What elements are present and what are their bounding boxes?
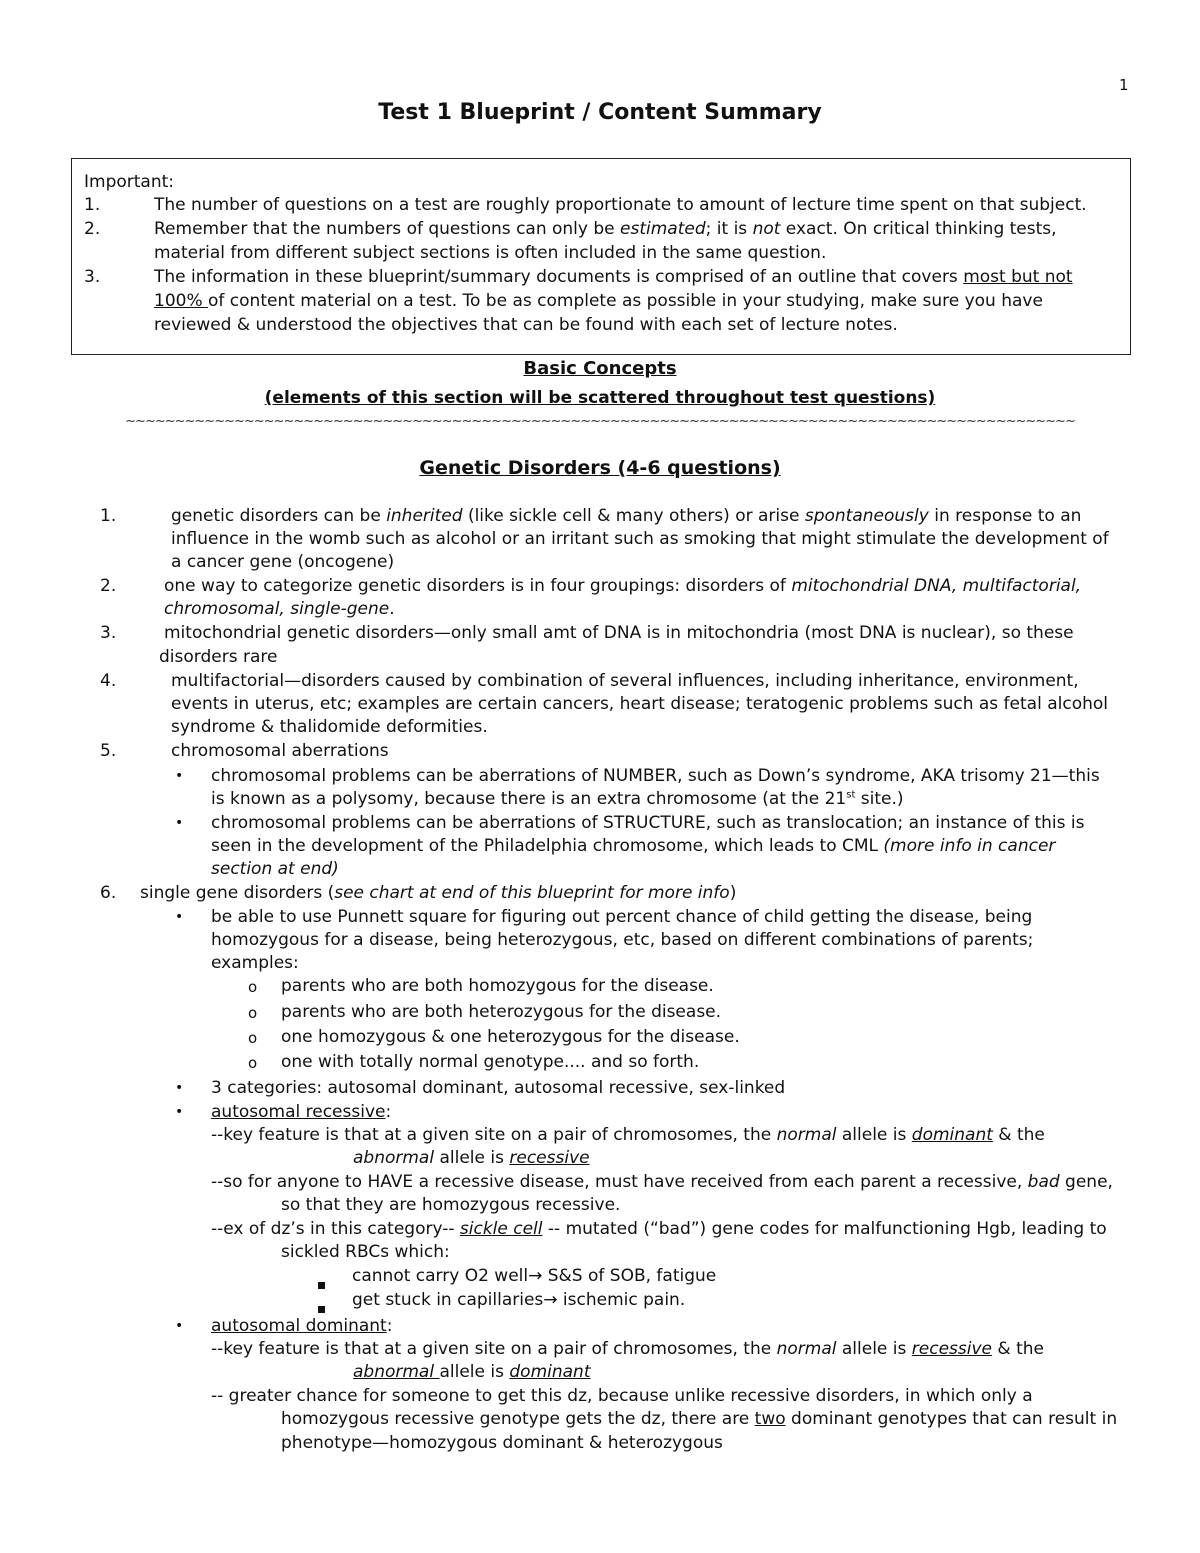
genetic-item-4-line2: events in uterus, etc; examples are certain cancers, heart disease; teratogenic problems such as fetal alcohol [171, 694, 1108, 714]
genetic-item-1-line2: influence in the womb such as alcohol or an irritant such as smoking that might stimulate the development of [171, 529, 1109, 549]
important-item-3-line2: 100% of content material on a test. To be as complete as possible in your studying, make sure you have [154, 291, 1043, 311]
circle-bullet-icon: o [248, 978, 258, 996]
important-item-2-line1: Remember that the numbers of questions can only be estimated; it is not exact. On critical thinking tests, [154, 219, 1057, 239]
punnett-line1: be able to use Punnett square for figuring out percent chance of child getting the disease, being [211, 907, 1033, 927]
bullet-icon: • [175, 768, 184, 784]
important-item-3-line1: The information in these blueprint/summary documents is comprised of an outline that covers most but not [154, 267, 1073, 287]
punnett-line3: examples: [211, 953, 299, 973]
genetic-num-1: 1. [100, 506, 117, 526]
important-item-3-line3: reviewed & understood the objectives that can be found with each set of lecture notes. [154, 315, 898, 335]
genetic-item-5-bullet2-line3: section at end) [211, 859, 339, 879]
circle-bullet-icon: o [248, 1054, 258, 1072]
important-num-2: 2. [84, 219, 101, 239]
sickle-effect-1: cannot carry O2 well→ S&S of SOB, fatigue [352, 1266, 717, 1286]
recessive-key-line1: --key feature is that at a given site on a pair of chromosomes, the normal allele is dominant & the [211, 1125, 1045, 1145]
genetic-item-3-line2: disorders rare [159, 647, 278, 667]
genetic-num-2: 2. [100, 576, 117, 596]
genetic-item-5-bullet1-line2: is known as a polysomy, because there is an extra chromosome (at the 21st site.) [211, 789, 904, 809]
dominant-greater-line1: -- greater chance for someone to get this dz, because unlike recessive disorders, in which only a [211, 1386, 1033, 1406]
genetic-item-3-line1: mitochondrial genetic disorders—only small amt of DNA is in mitochondria (most DNA is nuclear), so these [164, 623, 1074, 643]
dominant-greater-line3: phenotype—homozygous dominant & heterozygous [281, 1433, 723, 1453]
important-label: Important: [84, 172, 175, 192]
important-num-3: 3. [84, 267, 101, 287]
punnett-example-1: parents who are both homozygous for the disease. [281, 976, 714, 996]
bullet-icon: • [175, 815, 184, 831]
genetic-num-4: 4. [100, 671, 117, 691]
genetic-item-4-line1: multifactorial—disorders caused by combination of several influences, including inheritance, environment, [171, 671, 1079, 691]
recessive-ex-line1: --ex of dz’s in this category-- sickle cell -- mutated (“bad”) gene codes for malfunctioning Hgb, leading to [211, 1219, 1107, 1239]
genetic-num-3: 3. [100, 623, 117, 643]
tilde-divider: ~~~~~~~~~~~~~~~~~~~~~~~~~~~~~~~~~~~~~~~~~~~~~~~~~~~~~~~~~~~~~~~~~~~~~~~~~~~~~~~~~~~~~~~~~~~~~~~~ [125, 414, 1075, 429]
recessive-so-line1: --so for anyone to HAVE a recessive disease, must have received from each parent a recessive, bad gene, [211, 1172, 1113, 1192]
autosomal-dominant-label: autosomal dominant: [211, 1316, 393, 1336]
square-bullet-icon [318, 1298, 325, 1318]
genetic-item-5-bullet1-line1: chromosomal problems can be aberrations of NUMBER, such as Down’s syndrome, AKA trisomy 21—this [211, 766, 1100, 786]
genetic-num-6: 6. [100, 883, 117, 903]
recessive-ex-line2: sickled RBCs which: [281, 1242, 450, 1262]
bullet-icon: • [175, 1080, 184, 1096]
important-num-1: 1. [84, 195, 101, 215]
punnett-line2: homozygous for a disease, being heterozygous, etc, based on different combinations of parents; [211, 930, 1034, 950]
dominant-greater-line2: homozygous recessive genotype gets the dz, there are two dominant genotypes that can result in [281, 1409, 1118, 1429]
dominant-key-line1: --key feature is that at a given site on a pair of chromosomes, the normal allele is recessive & the [211, 1339, 1044, 1359]
genetic-item-5-line1: chromosomal aberrations [171, 741, 389, 761]
bullet-icon: • [175, 909, 184, 925]
dominant-key-line2: abnormal allele is dominant [353, 1362, 591, 1382]
basic-concepts-subheading: (elements of this section will be scattered throughout test questions) [264, 388, 936, 408]
categories-line: 3 categories: autosomal dominant, autosomal recessive, sex-linked [211, 1078, 786, 1098]
genetic-item-5-bullet2-line2: seen in the development of the Philadelphia chromosome, which leads to CML (more info in cancer [211, 836, 1056, 856]
circle-bullet-icon: o [248, 1004, 258, 1022]
bullet-icon: • [175, 1318, 184, 1334]
square-bullet-icon [318, 1274, 325, 1294]
genetic-item-1-line3: a cancer gene (oncogene) [171, 552, 395, 572]
genetic-item-2-line1: one way to categorize genetic disorders is in four groupings: disorders of mitochondrial DNA, multifactorial, [164, 576, 1082, 596]
genetic-item-1-line1: genetic disorders can be inherited (like sickle cell & many others) or arise spontaneously in response to an [171, 506, 1082, 526]
important-item-2-line2: material from different subject sections is often included in the same question. [154, 243, 827, 263]
autosomal-recessive-label: autosomal recessive: [211, 1102, 392, 1122]
genetic-item-4-line3: syndrome & thalidomide deformities. [171, 717, 488, 737]
important-item-1: The number of questions on a test are roughly proportionate to amount of lecture time spent on that subject. [154, 195, 1087, 215]
genetic-item-6-line1: single gene disorders (see chart at end of this blueprint for more info) [140, 883, 737, 903]
genetic-item-5-bullet2-line1: chromosomal problems can be aberrations of STRUCTURE, such as translocation; an instance of this is [211, 813, 1085, 833]
punnett-example-3: one homozygous & one heterozygous for the disease. [281, 1027, 740, 1047]
bullet-icon: • [175, 1104, 184, 1120]
punnett-example-2: parents who are both heterozygous for the disease. [281, 1002, 722, 1022]
recessive-so-line2: so that they are homozygous recessive. [281, 1195, 621, 1215]
basic-concepts-heading: Basic Concepts [523, 358, 677, 379]
recessive-key-line2: abnormal allele is recessive [353, 1148, 590, 1168]
genetic-item-2-line2: chromosomal, single-gene. [164, 599, 395, 619]
punnett-example-4: one with totally normal genotype.... and so forth. [281, 1052, 700, 1072]
genetic-num-5: 5. [100, 741, 117, 761]
genetic-disorders-heading: Genetic Disorders (4-6 questions) [419, 457, 781, 479]
circle-bullet-icon: o [248, 1029, 258, 1047]
page-number: 1 [1119, 76, 1129, 94]
page-title: Test 1 Blueprint / Content Summary [378, 100, 822, 125]
sickle-effect-2: get stuck in capillaries→ ischemic pain. [352, 1290, 686, 1310]
